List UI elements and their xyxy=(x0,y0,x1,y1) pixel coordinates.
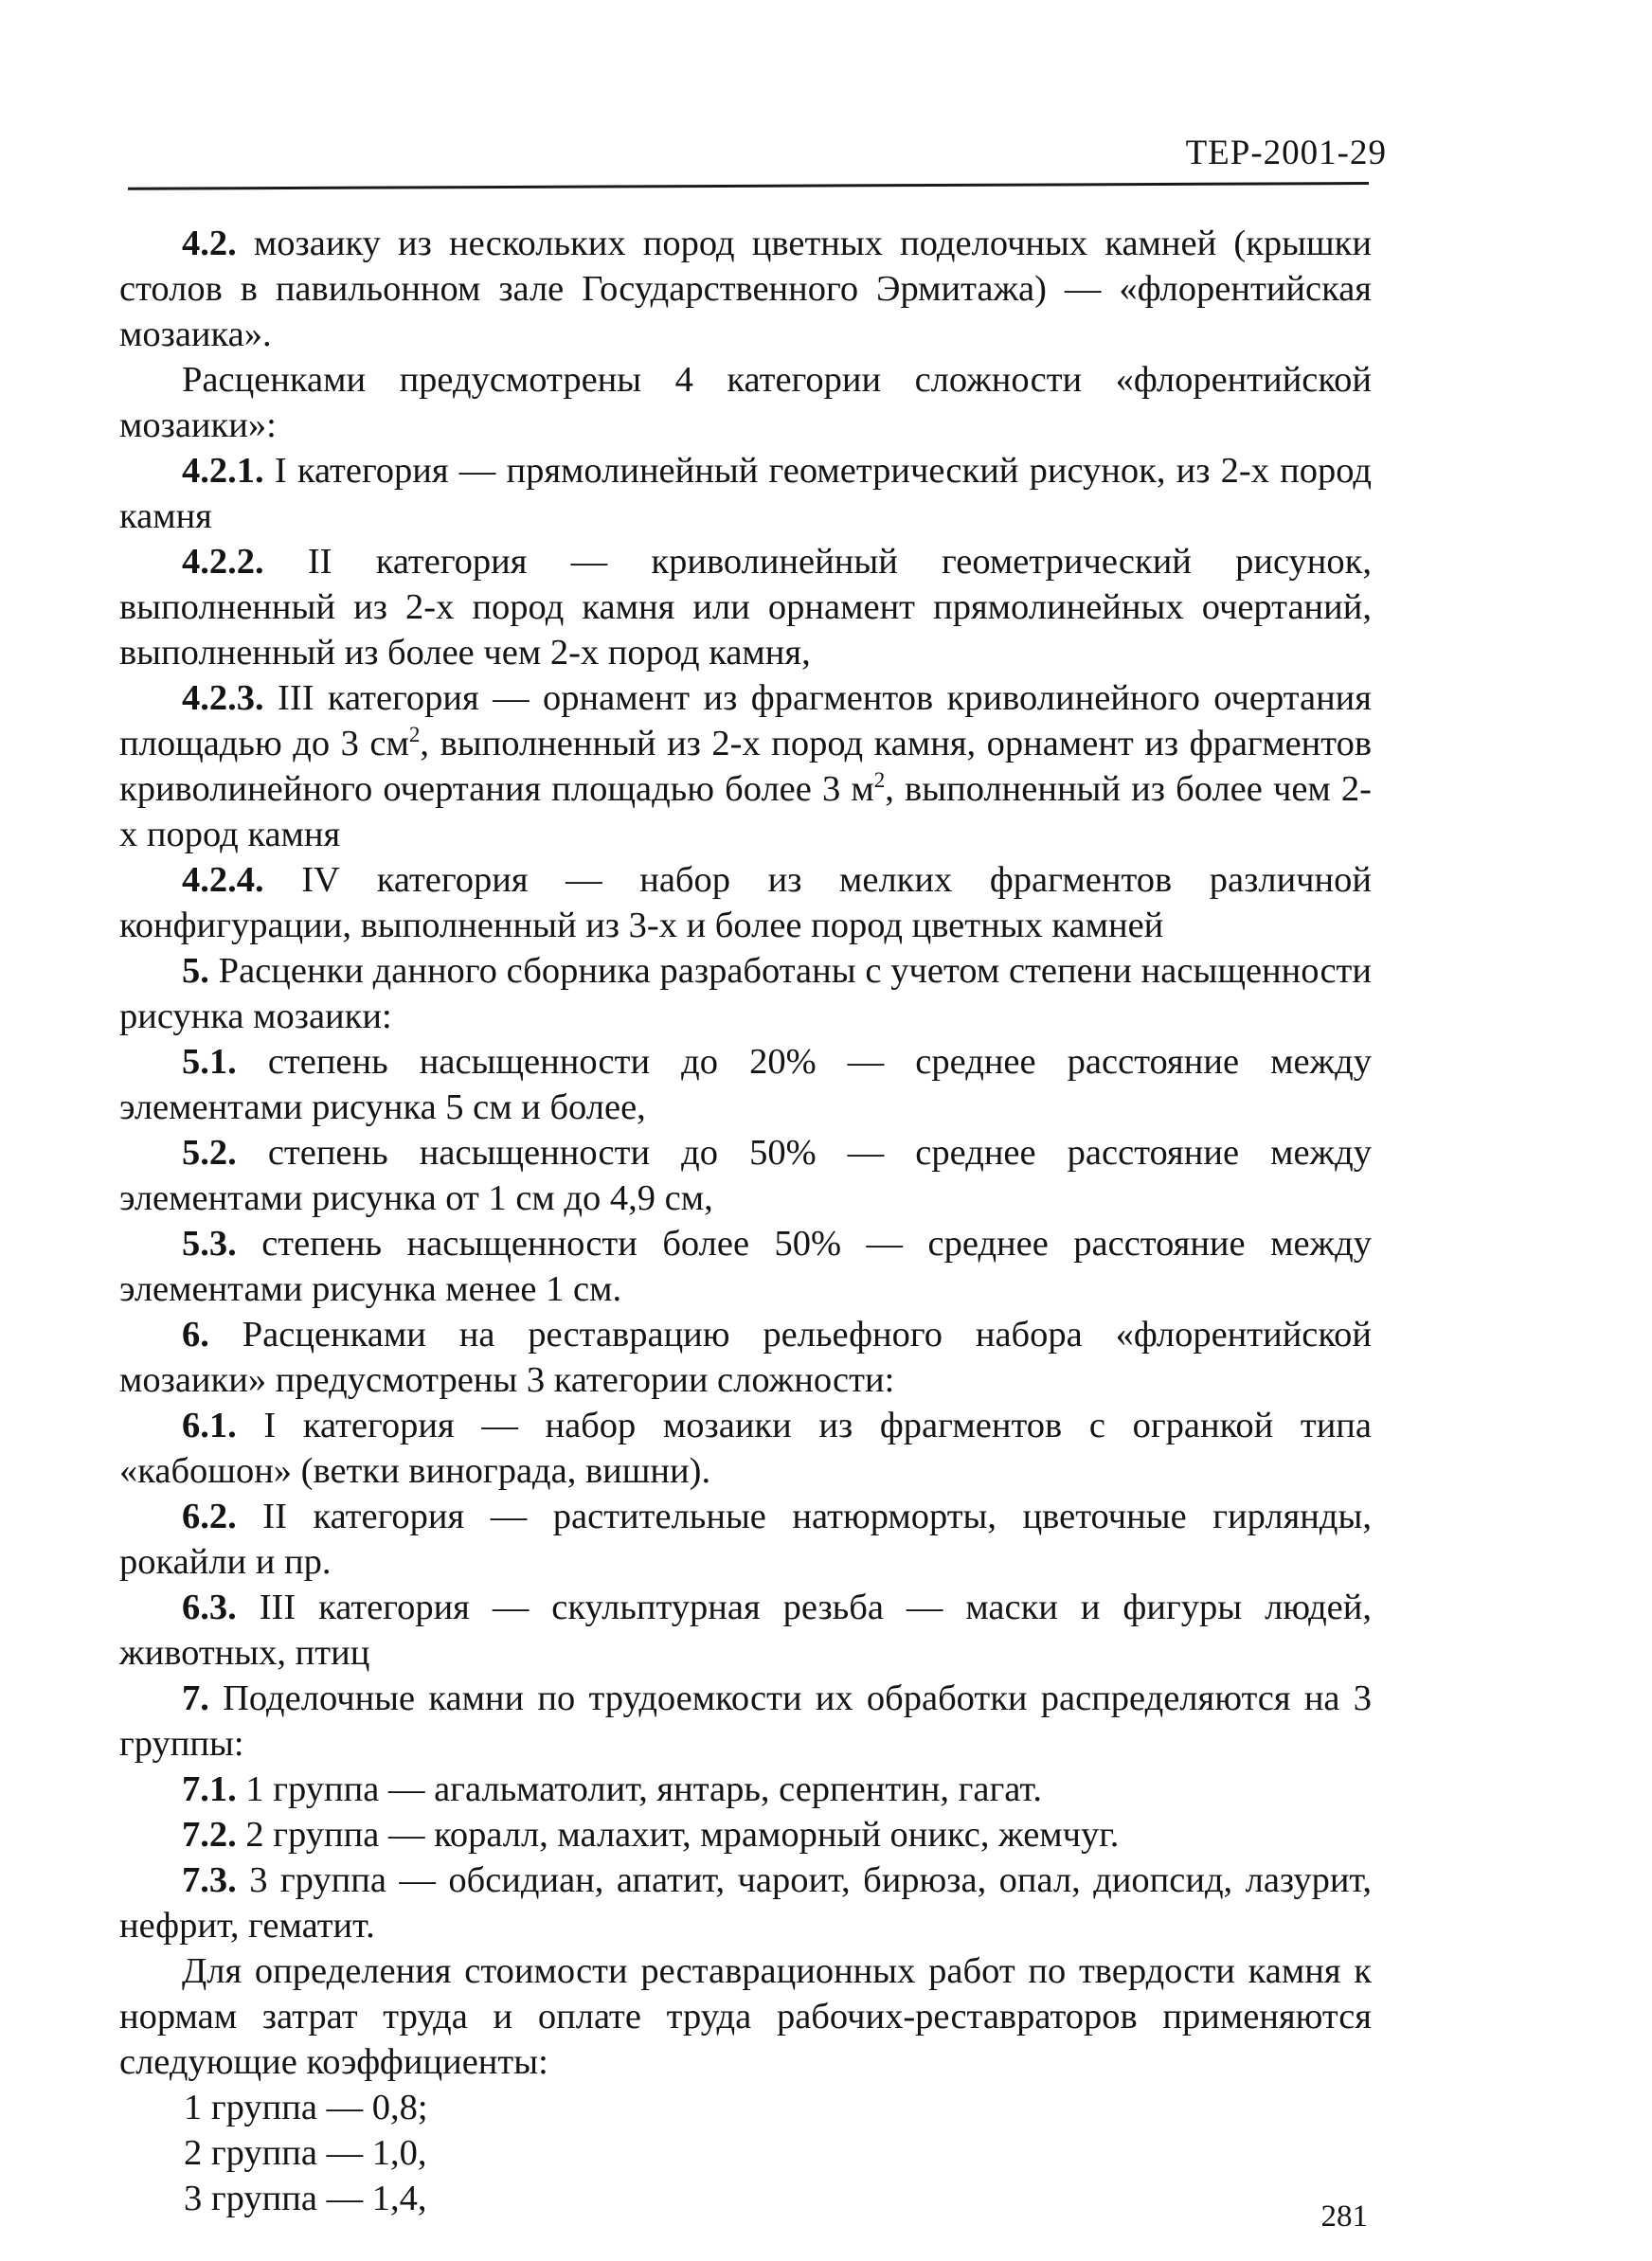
paragraph-6-3: 6.3. III категория — скульптурная резьба — маски и фигуры людей, животных, птиц xyxy=(119,1588,1372,1673)
paragraph-coefficients-intro: Для определения стоимости реставрационных работ по твердости камня к нормам затрат труда и оплате труда рабочих-реставраторов применяются следующие коэффициенты: xyxy=(119,1951,1372,2082)
paragraph-7-2: 7.2. 2 группа — коралл, малахит, мраморный оникс, жемчуг. xyxy=(182,1815,1120,1855)
paragraph-6-2: 6.2. II категория — растительные натюрморты, цветочные гирлянды, рокайли и пр. xyxy=(119,1497,1372,1582)
coefficient-group-3: 3 группа — 1,4, xyxy=(184,2179,427,2218)
paragraph-4-2-3: 4.2.3. III категория — орнамент из фрагментов криволинейного очертания площадью до 3 $см^2$, выполненный из 2-х пород камня, орнамент из фрагментов криволинейного очертания площадью более 3 $м^2$, выполненный из более чем 2-х пород камня xyxy=(119,678,1373,854)
paragraph-4-2-2: 4.2.2. II категория — криволинейный геометрический рисунок, выполненный из 2-х пород камня или орнамент прямолинейных очертаний, выполненный из более чем 2-х пород камня, xyxy=(119,542,1372,673)
paragraph-7: 7. Поделочные камни по трудоемкости их обработки распределяются на 3 группы: xyxy=(119,1678,1372,1764)
paragraph-5: 5. Расценки данного сборника разработаны с учетом степени насыщенности рисунка мозаики: xyxy=(119,951,1372,1036)
coefficient-group-2: 2 группа — 1,0, xyxy=(184,2133,427,2173)
paragraph-4-2-4: 4.2.4. IV категория — набор из мелких фрагментов различной конфигурации, выполненный из 3-х и более пород цветных камней xyxy=(119,860,1372,945)
paragraph-5-3: 5.3. степень насыщенности более 50% — среднее расстояние между элементами рисунка менее 1 см. xyxy=(119,1224,1372,1309)
paragraph-7-3: 7.3. 3 группа — обсидиан, апатит, чароит, бирюза, опал, диопсид, лазурит, нефрит, гематит. xyxy=(119,1860,1372,1946)
header-rule xyxy=(128,182,1369,190)
page-number: 281 xyxy=(1320,2199,1368,2234)
paragraph-4-2-1: 4.2.1. I категория — прямолинейный геометрический рисунок, из 2-х пород камня xyxy=(119,451,1372,536)
body-text xyxy=(119,221,1372,2221)
paragraph-4-2: 4.2. мозаику из нескольких пород цветных поделочных камней (крышки столов в павильонном зале Государственного Эрмитажа) — «флорентийская мозаика». xyxy=(119,224,1372,354)
paragraph-5-2: 5.2. степень насыщенности до 50% — среднее расстояние между элементами рисунка от 1 см до 4,9 см, xyxy=(119,1133,1372,1218)
paragraph-6-1: 6.1. I категория — набор мозаики из фрагментов с огранкой типа «кабошон» (ветки винограда, вишни). xyxy=(119,1406,1372,1491)
paragraph-7-1: 7.1. 1 группа — агальматолит, янтарь, серпентин, гагат. xyxy=(182,1769,1042,1809)
document-code: ТЕР-2001-29 xyxy=(1185,134,1387,172)
paragraph-categories-intro: Расценками предусмотрены 4 категории сложности «флорентийской мозаики»: xyxy=(119,360,1372,445)
coefficient-group-1: 1 группа — 0,8; xyxy=(184,2088,428,2127)
paragraph-5-1: 5.1. степень насыщенности до 20% — среднее расстояние между элементами рисунка 5 см и более, xyxy=(119,1042,1372,1127)
paragraph-6: 6. Расценками на реставрацию рельефного набора «флорентийской мозаики» предусмотрены 3 категории сложности: xyxy=(119,1315,1372,1400)
